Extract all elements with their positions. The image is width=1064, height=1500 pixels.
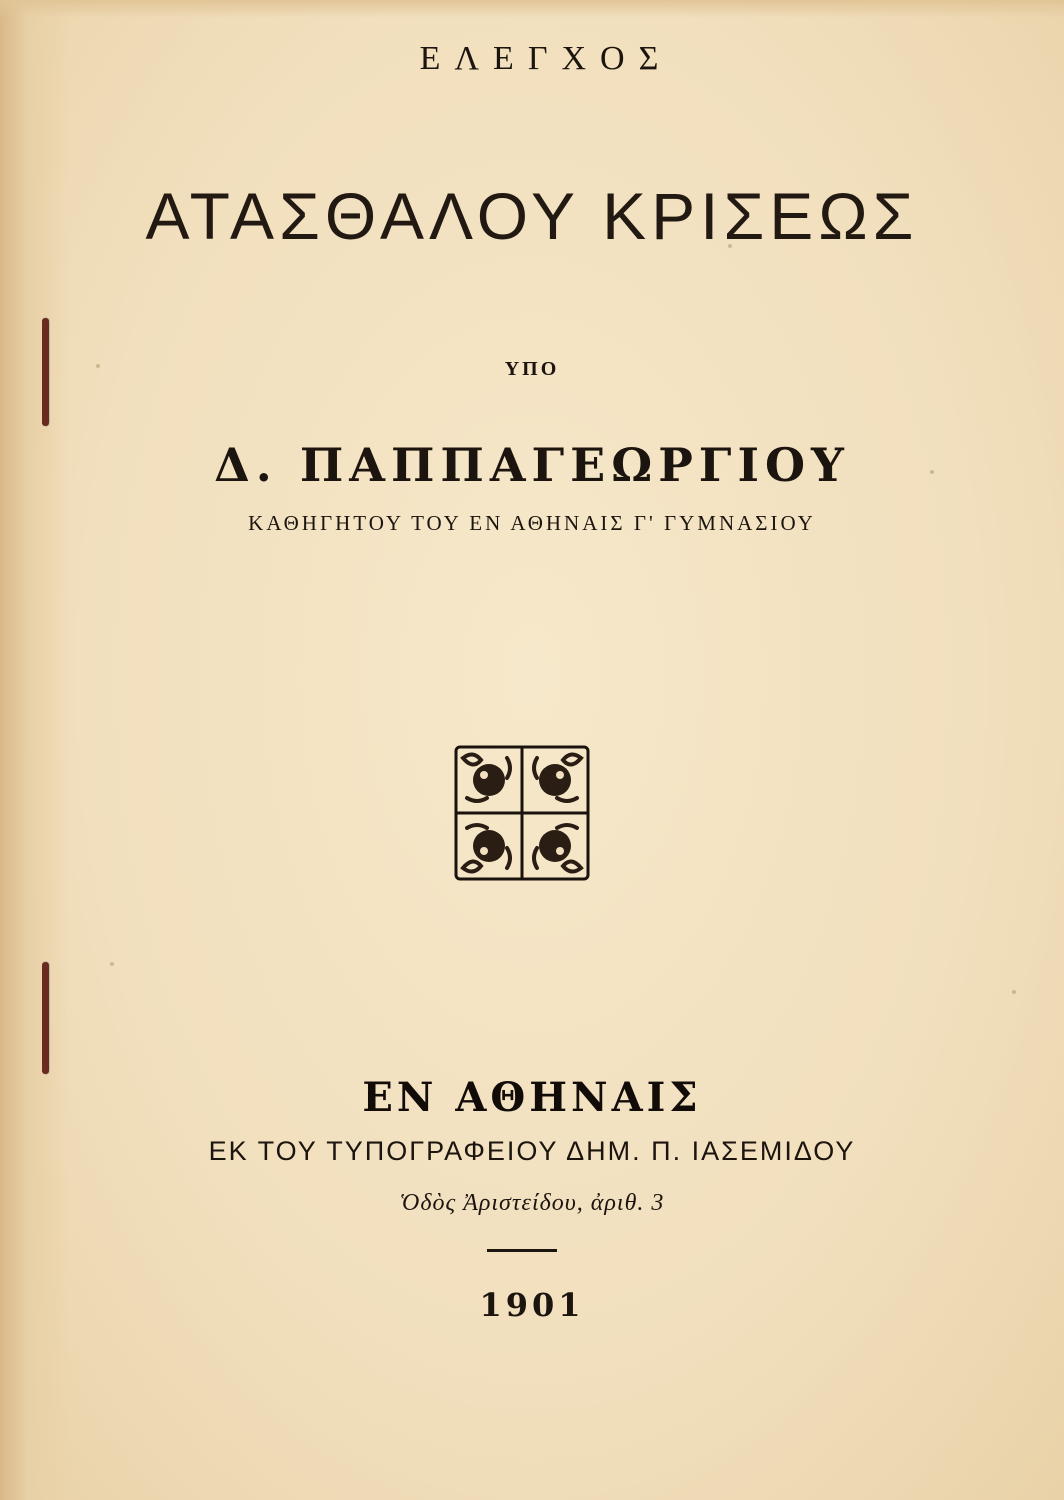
floral-ornament-icon <box>453 744 591 882</box>
cover-affiliation: ΚΑΘΗΓΗΤΟΥ ΤΟΥ ΕΝ ΑΘΗΝΑΙΣ Γ' ΓΥΜΝΑΣΙΟΥ <box>248 511 816 535</box>
binding-stitch-lower <box>42 962 48 1074</box>
cover-heading: ΕΛΕΓΧΟΣ <box>419 40 673 77</box>
cover-title: ΑΤΑΣΘΑΛΟΥ ΚΡΙΣΕΩΣ <box>145 179 919 253</box>
imprint-city: ΕΝ ΑΘΗΝΑΙΣ <box>362 1074 702 1121</box>
imprint-year: 1901 <box>479 1286 585 1324</box>
paper-speck <box>110 962 114 966</box>
imprint-printer: ΕΚ ΤΟΥ ΤΥΠΟΓΡΑΦΕΙΟΥ ΔΗΜ. Π. ΙΑΣΕΜΙΔΟΥ <box>208 1136 856 1166</box>
paper-speck <box>1012 990 1016 994</box>
cover-author: Δ. ΠΑΠΠΑΓΕΩΡΓΙΟΥ <box>214 438 850 492</box>
top-edge-shadow <box>0 0 1064 18</box>
divider-rule <box>487 1249 557 1252</box>
cover-by-line: ΥΠΟ <box>504 358 560 380</box>
imprint-address: Ὁδὸς Ἀριστείδου, ἀριθ. 3 <box>399 1190 665 1216</box>
